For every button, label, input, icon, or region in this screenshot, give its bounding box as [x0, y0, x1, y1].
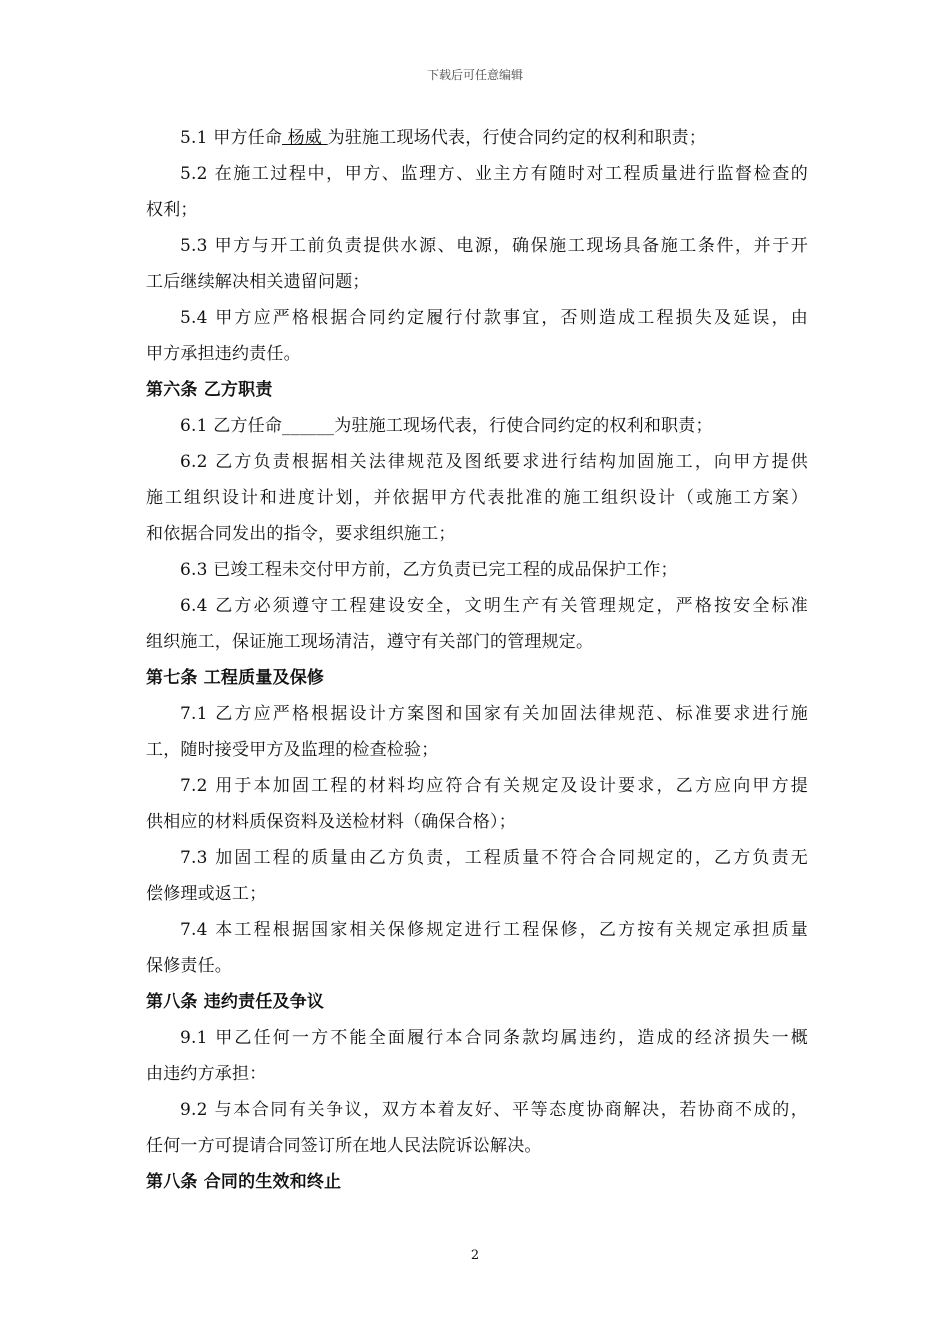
text-line: 6.4 乙方必须遵守工程建设安全，文明生产有关管理规定，严格按安全标准	[180, 596, 808, 616]
text-line: 5.3 甲方与开工前负责提供水源、电源，确保施工现场具备施工条件，并于开	[180, 236, 808, 256]
text-line: 甲方承担违约责任。	[146, 344, 301, 364]
text-line: 7.2 用于本加固工程的材料均应符合有关规定及设计要求，乙方应向甲方提	[180, 776, 808, 796]
page-number: 2	[470, 1248, 480, 1263]
text-line: 7.4 本工程根据国家相关保修规定进行工程保修，乙方按有关规定承担质量	[180, 920, 808, 940]
text-line: 6.2 乙方负责根据相关法律规范及图纸要求进行结构加固施工，向甲方提供	[180, 452, 808, 472]
text-segment: 6.1 乙方任命______为驻施工现场代表，行使合同约定的权利和职责；	[180, 416, 713, 436]
section-heading: 第七条 工程质量及保修	[146, 668, 325, 688]
text-line	[146, 408, 808, 444]
section-heading: 第六条 乙方职责	[146, 380, 273, 400]
text-line: 9.2 与本合同有关争议，双方本着友好、平等态度协商解决，若协商不成的，	[180, 1100, 808, 1120]
text-line: 偿修理或返工；	[146, 884, 267, 904]
text-line: 7.1 乙方应严格根据设计方案图和国家有关加固法律规范、标准要求进行施	[180, 704, 808, 724]
text-line: 和依据合同发出的指令，要求组织施工；	[146, 524, 456, 544]
text-segment: 为驻施工现场代表，行使合同约定的权利和职责；	[327, 128, 707, 148]
text-line: 供相应的材料质保资料及送检材料（确保合格）；	[146, 812, 516, 832]
text-line: 由违约方承担：	[146, 1064, 267, 1084]
underlined-name: 杨威	[282, 128, 328, 148]
page-header: 下载后可任意编辑	[426, 68, 523, 82]
text-line: 保修责任。	[146, 956, 232, 976]
text-segment: 6.3 已竣工程未交付甲方前，乙方负责已完工程的成品保护工作；	[180, 560, 678, 580]
text-line: 9.1 甲乙任何一方不能全面履行本合同条款均属违约，造成的经济损失一概	[180, 1028, 808, 1048]
section-heading: 第八条 违约责任及争议	[146, 992, 325, 1012]
section-heading: 第八条 合同的生效和终止	[146, 1172, 342, 1192]
text-line: 工后继续解决相关遗留问题；	[146, 272, 370, 292]
text-line	[146, 552, 808, 588]
text-segment: 5.1 甲方任命	[180, 128, 283, 148]
text-line: 施工组织设计和进度计划，并依据甲方代表批准的施工组织设计（或施工方案）	[146, 488, 808, 508]
text-line: 7.3 加固工程的质量由乙方负责，工程质量不符合合同规定的，乙方负责无	[180, 848, 808, 868]
text-line: 工，随时接受甲方及监理的检查检验；	[146, 740, 439, 760]
text-line: 任何一方可提请合同签订所在地人民法院诉讼解决。	[146, 1136, 542, 1156]
text-line: 5.4 甲方应严格根据合同约定履行付款事宜，否则造成工程损失及延误，由	[180, 308, 808, 328]
document-body	[146, 120, 808, 1200]
text-line: 权利；	[146, 200, 198, 220]
text-line	[146, 120, 808, 156]
text-line: 5.2 在施工过程中，甲方、监理方、业主方有随时对工程质量进行监督检查的	[180, 164, 808, 184]
text-line: 组织施工，保证施工现场清洁，遵守有关部门的管理规定。	[146, 632, 594, 652]
